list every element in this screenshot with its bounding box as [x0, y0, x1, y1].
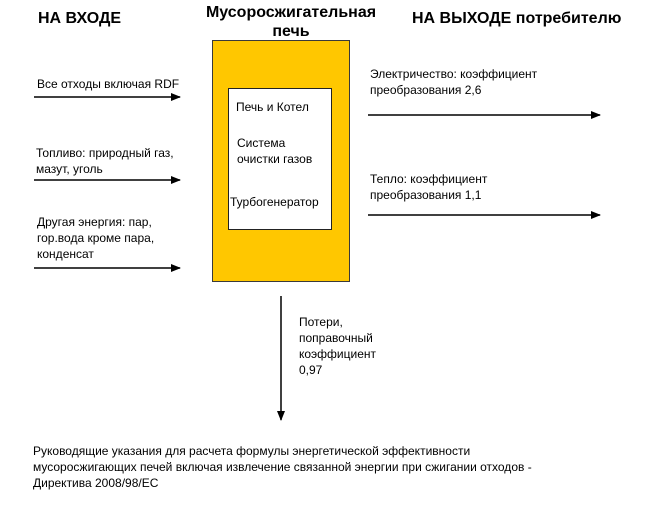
turbine-label: Турбогенератор	[230, 195, 319, 209]
output-heat-label: Тепло: коэффициент преобразования 1,1	[370, 172, 488, 202]
plant-title: Мусоросжигательная печь	[205, 4, 377, 40]
losses-label: Потери, поправочный коэффициент 0,97	[299, 315, 377, 377]
output-header: НА ВЫХОДЕ потребителю	[412, 10, 622, 27]
input-header: НА ВХОДЕ	[38, 10, 122, 27]
output-electricity-label: Электричество: коэффициент преобразования 2,6	[370, 67, 538, 97]
footnote: Руководящие указания для расчета формулы энергетической эффективности мусоросжигающих печей включая извлечение связанной энергии при сжигании отходов - Директива 2008/98/ЕС	[33, 444, 532, 490]
input-other-energy-label: Другая энергия: пар, гор.вода кроме пара, конденсат	[37, 215, 155, 261]
input-waste-label: Все отходы включая RDF	[37, 77, 180, 91]
input-fuel-label: Топливо: природный газ, мазут, уголь	[36, 146, 174, 176]
furnace-boiler-label: Печь и Котел	[236, 100, 309, 114]
gas-cleaning-label: Система очистки газов	[237, 136, 313, 166]
